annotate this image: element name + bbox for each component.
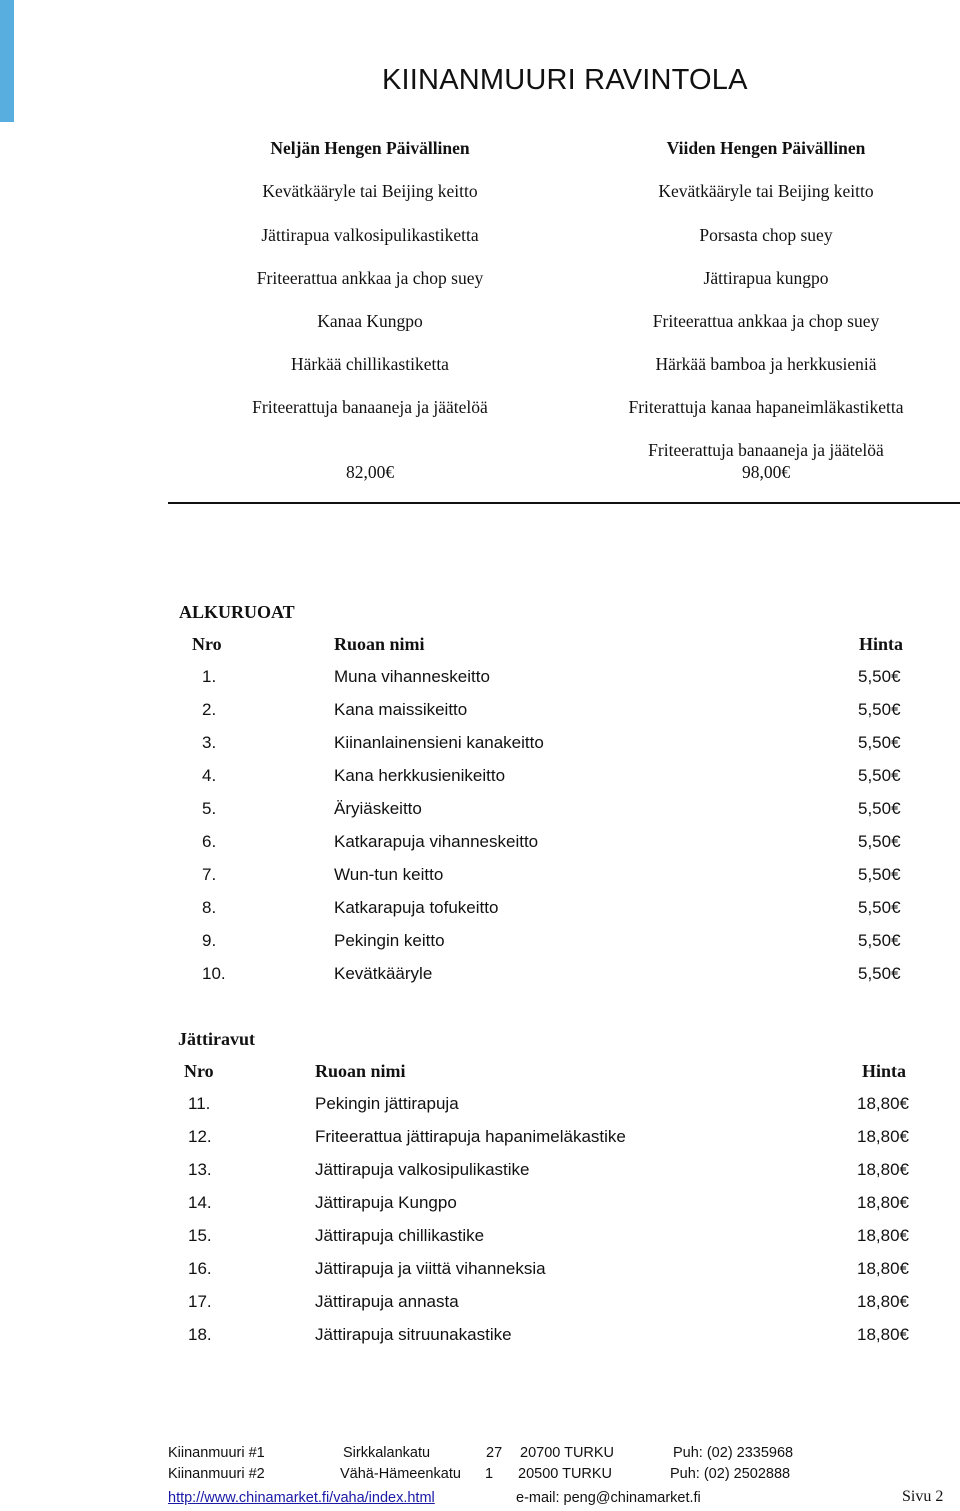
prawns-row-price: 18,80€ xyxy=(857,1325,909,1344)
starters-row-price: 5,50€ xyxy=(858,964,901,983)
starters-row-name: Wun-tun keitto xyxy=(334,865,444,884)
starters-row-name: Katkarapuja tofukeitto xyxy=(334,898,499,917)
starters-row-name: Pekingin keitto xyxy=(334,931,445,950)
dinner-five-item: Friteerattua ankkaa ja chop suey xyxy=(652,311,880,331)
starters-row-nro: 9. xyxy=(202,931,217,950)
starters-title: ALKURUOAT xyxy=(179,602,295,622)
prawns-row-name: Jättirapuja annasta xyxy=(315,1292,459,1311)
starters-row-nro: 3. xyxy=(202,733,217,752)
starters-header-nro: Nro xyxy=(192,634,222,654)
prawns-row-price: 18,80€ xyxy=(857,1160,909,1179)
starters-row-price: 5,50€ xyxy=(858,700,901,719)
starters-row-nro: 7. xyxy=(202,865,217,884)
prawns-row-name: Pekingin jättirapuja xyxy=(315,1094,459,1113)
footer-location-number: 1 xyxy=(485,1466,494,1482)
footer-location-street: Sirkkalankatu xyxy=(343,1445,431,1461)
dinner-four-item: Friteerattua ankkaa ja chop suey xyxy=(256,268,484,288)
prawns-row-price: 18,80€ xyxy=(857,1127,909,1146)
starters-row-price: 5,50€ xyxy=(858,766,901,785)
starters-header-name: Ruoan nimi xyxy=(334,634,425,654)
prawns-row-name: Jättirapuja chillikastike xyxy=(315,1226,485,1245)
dinner-four-price: 82,00€ xyxy=(345,462,395,482)
starters-row-price: 5,50€ xyxy=(858,832,901,851)
dinner-four-item: Kanaa Kungpo xyxy=(317,311,423,331)
prawns-row-nro: 14. xyxy=(188,1193,212,1212)
prawns-row-price: 18,80€ xyxy=(857,1292,909,1311)
starters-row-nro: 2. xyxy=(202,700,217,719)
prawns-row-nro: 17. xyxy=(188,1292,212,1311)
footer-location-number: 27 xyxy=(486,1445,503,1461)
starters-header-price: Hinta xyxy=(859,634,904,654)
prawns-row-nro: 13. xyxy=(188,1160,212,1179)
prawns-row-name: Friteerattua jättirapuja hapanimeläkastike xyxy=(315,1127,626,1146)
dinner-five-title: Viiden Hengen Päivällinen xyxy=(666,138,866,158)
prawns-row-name: Jättirapuja valkosipulikastike xyxy=(315,1160,530,1179)
dinner-four-item: Härkää chillikastiketta xyxy=(291,354,449,374)
starters-row-price: 5,50€ xyxy=(858,931,901,950)
dinner-five-item: Jättirapua kungpo xyxy=(703,268,829,288)
footer-location-postal: 20500 TURKU xyxy=(518,1466,613,1482)
dinner-five-item: Kevätkääryle tai Beijing keitto xyxy=(658,181,874,201)
prawns-row-name: Jättirapuja ja viittä vihanneksia xyxy=(315,1259,546,1278)
starters-row-price: 5,50€ xyxy=(858,667,901,686)
prawns-row-name: Jättirapuja Kungpo xyxy=(315,1193,457,1212)
starters-row-price: 5,50€ xyxy=(858,733,901,752)
starters-row-name: Kana herkkusienikeitto xyxy=(334,766,506,785)
dinner-four-item: Friteerattuja banaaneja ja jäätelöä xyxy=(252,397,488,417)
dinner-four-item: Kevätkääryle tai Beijing keitto xyxy=(262,181,478,201)
starters-row-name: Äryiäskeitto xyxy=(334,799,422,818)
footer-location-name: Kiinanmuuri #2 xyxy=(168,1466,265,1482)
footer-email: e-mail: peng@chinamarket.fi xyxy=(516,1490,701,1506)
starters-row-name: Kana maissikeitto xyxy=(334,700,468,719)
prawns-title: Jättiravut xyxy=(178,1029,255,1049)
dinner-five-item: Porsasta chop suey xyxy=(699,225,833,245)
footer-location-street: Vähä-Hämeenkatu xyxy=(340,1466,461,1482)
starters-row-name: Kevätkääryle xyxy=(334,964,433,983)
dinner-five-item: Friteerattuja banaaneja ja jäätelöä xyxy=(648,440,884,460)
starters-row-nro: 4. xyxy=(202,766,217,785)
footer-location-name: Kiinanmuuri #1 xyxy=(168,1445,265,1461)
page-title: KIINANMUURI RAVINTOLA xyxy=(382,64,748,96)
starters-row-price: 5,50€ xyxy=(858,799,901,818)
prawns-row-nro: 15. xyxy=(188,1226,212,1245)
prawns-header-nro: Nro xyxy=(184,1061,214,1081)
starters-row-name: Muna vihanneskeitto xyxy=(334,667,490,686)
prawns-row-price: 18,80€ xyxy=(857,1094,909,1113)
dinner-five-item: Härkää bamboa ja herkkusieniä xyxy=(655,354,877,374)
footer-location-phone: Puh: (02) 2335968 xyxy=(673,1445,794,1461)
dinner-four-item: Jättirapua valkosipulikastiketta xyxy=(261,225,479,245)
page-edge-tab xyxy=(0,0,14,122)
prawns-row-price: 18,80€ xyxy=(857,1259,909,1278)
starters-row-price: 5,50€ xyxy=(858,865,901,884)
website-link[interactable]: http://www.chinamarket.fi/vaha/index.html xyxy=(168,1490,435,1506)
prawns-row-name: Jättirapuja sitruunakastike xyxy=(315,1325,512,1344)
starters-row-price: 5,50€ xyxy=(858,898,901,917)
dinner-five-item: Friterattuja kanaa hapaneimläkastiketta xyxy=(628,397,904,417)
dinner-four-title: Neljän Hengen Päivällinen xyxy=(270,138,470,158)
prawns-row-nro: 11. xyxy=(188,1094,211,1113)
prawns-header-name: Ruoan nimi xyxy=(315,1061,406,1081)
starters-row-nro: 8. xyxy=(202,898,217,917)
page-number: Sivu 2 xyxy=(902,1488,944,1505)
footer-location-postal: 20700 TURKU xyxy=(520,1445,615,1461)
starters-row-nro: 10. xyxy=(202,964,226,983)
prawns-row-nro: 16. xyxy=(188,1259,212,1278)
footer-location-phone: Puh: (02) 2502888 xyxy=(670,1466,791,1482)
prawns-header-price: Hinta xyxy=(862,1061,907,1081)
prawns-row-nro: 12. xyxy=(188,1127,212,1146)
dinner-five-price: 98,00€ xyxy=(741,462,791,482)
starters-row-name: Katkarapuja vihanneskeitto xyxy=(334,832,539,851)
starters-row-nro: 5. xyxy=(202,799,217,818)
prawns-row-nro: 18. xyxy=(188,1325,212,1344)
prawns-row-price: 18,80€ xyxy=(857,1226,909,1245)
starters-row-nro: 1. xyxy=(202,667,217,686)
prawns-row-price: 18,80€ xyxy=(857,1193,909,1212)
section-divider xyxy=(168,502,960,504)
starters-row-name: Kiinanlainensieni kanakeitto xyxy=(334,733,544,752)
starters-row-nro: 6. xyxy=(202,832,217,851)
